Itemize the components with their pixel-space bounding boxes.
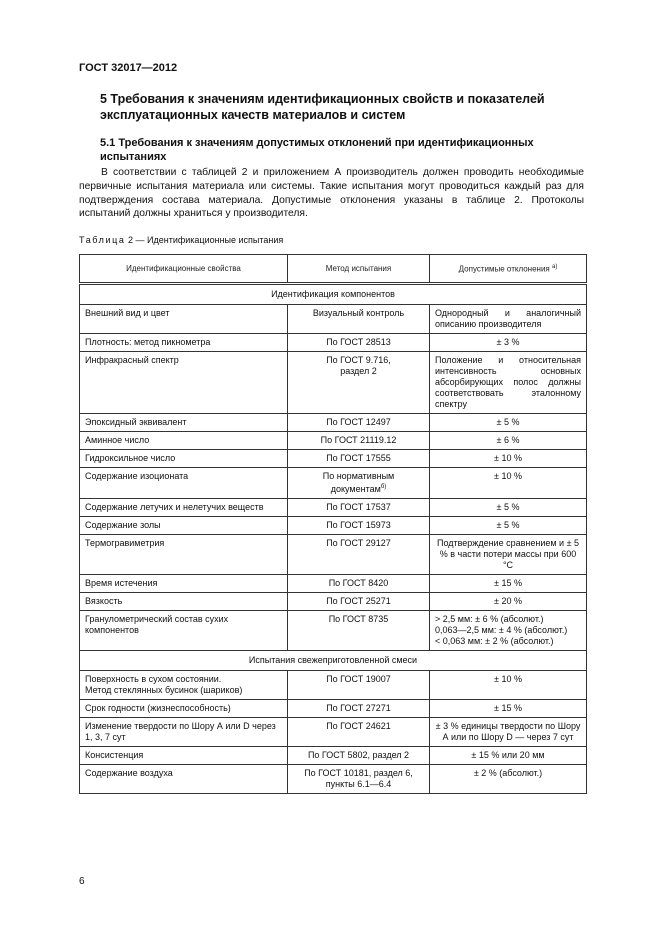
table-row xyxy=(80,432,587,450)
cell-deviation: Подтверждение сравнением и ± 5 % в части потери массы при 600 °С xyxy=(430,535,587,575)
cell-method: По ГОСТ 8735 xyxy=(288,611,430,651)
cell-method: По ГОСТ 12497 xyxy=(288,414,430,432)
cell-property: Внешний вид и цвет xyxy=(80,305,288,334)
cell-deviation: ± 2 % (абсолют.) xyxy=(430,765,587,794)
cell-method: По ГОСТ 5802, раздел 2 xyxy=(288,747,430,765)
section-row xyxy=(80,284,587,305)
section-row-label: Испытания свежеприготовленной смеси xyxy=(80,651,587,671)
cell-deviation: ± 3 % единицы твердости по Шору А или по Шору D — через 7 сут xyxy=(430,718,587,747)
cell-deviation: ± 15 % xyxy=(430,700,587,718)
cell-method: По ГОСТ 19007 xyxy=(288,671,430,700)
cell-property: Время истечения xyxy=(80,575,288,593)
header-deviation-label: Допустимые отклонения xyxy=(458,264,550,274)
cell-property: Гранулометрический состав сухих компонентов xyxy=(80,611,288,651)
cell-method: По ГОСТ 21119.12 xyxy=(288,432,430,450)
table-row xyxy=(80,414,587,432)
table-row xyxy=(80,535,587,575)
cell-method: По ГОСТ 8420 xyxy=(288,575,430,593)
cell-property: Консистенция xyxy=(80,747,288,765)
table-row xyxy=(80,305,587,334)
document-code: ГОСТ 32017—2012 xyxy=(79,62,178,74)
cell-deviation: > 2,5 мм: ± 6 % (абсолют.) 0,063—2,5 мм: ± 4 % (абсолют.) < 0,063 мм: ± 2 % (абсолют.) xyxy=(430,611,587,651)
header-method: Метод испытания xyxy=(288,255,430,284)
table-caption-prefix: Таблица xyxy=(79,235,126,245)
table-row xyxy=(80,593,587,611)
table-row xyxy=(80,468,587,499)
cell-method: Визуальный контроль xyxy=(288,305,430,334)
cell-method: По ГОСТ 17537 xyxy=(288,499,430,517)
table-row xyxy=(80,611,587,651)
cell-method: По ГОСТ 17555 xyxy=(288,450,430,468)
identification-tests-table xyxy=(79,254,587,794)
cell-property: Содержание воздуха xyxy=(80,765,288,794)
section-heading: 5 Требования к значениям идентификационных свойств и показателей эксплуатационных качеств материалов и систем xyxy=(100,92,545,122)
table-row xyxy=(80,450,587,468)
cell-deviation: ± 10 % xyxy=(430,468,587,499)
table-row xyxy=(80,352,587,414)
section-row-label: Идентификация компонентов xyxy=(80,284,587,305)
cell-deviation: ± 15 % или 20 мм xyxy=(430,747,587,765)
cell-deviation: ± 5 % xyxy=(430,517,587,535)
cell-deviation: ± 10 % xyxy=(430,450,587,468)
table-row xyxy=(80,747,587,765)
cell-property: Содержание золы xyxy=(80,517,288,535)
cell-property: Изменение твердости по Шору А или D через 1, 3, 7 сут xyxy=(80,718,288,747)
cell-deviation: ± 5 % xyxy=(430,499,587,517)
cell-deviation: Положение и относительная интенсивность основных абсорбирующих полос должны соответствовать эталонному спектру xyxy=(430,352,587,414)
section-row xyxy=(80,651,587,671)
cell-method: По ГОСТ 27271 xyxy=(288,700,430,718)
table-caption xyxy=(79,235,283,245)
table-row xyxy=(80,718,587,747)
cell-method xyxy=(288,468,430,499)
cell-method-text: По нормативным документам xyxy=(322,471,395,494)
header-deviation xyxy=(430,255,587,284)
table-row xyxy=(80,671,587,700)
cell-method: По ГОСТ 9.716, раздел 2 xyxy=(288,352,430,414)
cell-property: Содержание летучих и нелетучих веществ xyxy=(80,499,288,517)
header-note-mark: а) xyxy=(551,264,558,271)
table-caption-text: 2 — Идентификационные испытания xyxy=(125,235,284,245)
cell-method: По ГОСТ 25271 xyxy=(288,593,430,611)
cell-property: Инфракрасный спектр xyxy=(80,352,288,414)
cell-property: Плотность: метод пикнометра xyxy=(80,334,288,352)
table-row xyxy=(80,700,587,718)
cell-deviation: ± 20 % xyxy=(430,593,587,611)
table-row xyxy=(80,334,587,352)
cell-property: Гидроксильное число xyxy=(80,450,288,468)
cell-deviation: ± 5 % xyxy=(430,414,587,432)
footnote-mark: б) xyxy=(380,484,387,490)
cell-method: По ГОСТ 10181, раздел 6, пункты 6.1—6.4 xyxy=(288,765,430,794)
table-row xyxy=(80,575,587,593)
table-row xyxy=(80,765,587,794)
table-row xyxy=(80,517,587,535)
cell-deviation: Однородный и аналогичный описанию производителя xyxy=(430,305,587,334)
cell-property: Срок годности (жизнеспособность) xyxy=(80,700,288,718)
cell-property: Эпоксидный эквивалент xyxy=(80,414,288,432)
subsection-heading: 5.1 Требования к значениям допустимых отклонений при идентификационных испытаниях xyxy=(100,137,534,163)
cell-property: Термогравиметрия xyxy=(80,535,288,575)
cell-property: Вязкость xyxy=(80,593,288,611)
cell-deviation: ± 6 % xyxy=(430,432,587,450)
header-property: Идентификационные свойства xyxy=(80,255,288,284)
cell-deviation: ± 15 % xyxy=(430,575,587,593)
cell-method: По ГОСТ 28513 xyxy=(288,334,430,352)
cell-property: Поверхность в сухом состоянии. Метод стеклянных бусинок (шариков) xyxy=(80,671,288,700)
cell-method: По ГОСТ 15973 xyxy=(288,517,430,535)
cell-method: По ГОСТ 29127 xyxy=(288,535,430,575)
cell-deviation: ± 10 % xyxy=(430,671,587,700)
cell-property: Аминное число xyxy=(80,432,288,450)
table-row xyxy=(80,499,587,517)
cell-property: Содержание изоционата xyxy=(80,468,288,499)
cell-deviation: ± 3 % xyxy=(430,334,587,352)
page-number: 6 xyxy=(79,876,85,887)
table-header-row xyxy=(80,255,587,284)
cell-method: По ГОСТ 24621 xyxy=(288,718,430,747)
body-paragraph: В соответствии с таблицей 2 и приложением А производитель должен проводить необходимые первичные испытания материала или системы. Такие испытания могут проводиться каждый раз для подтверждения состава материала. Допустимые отклонения указаны в таблице 2. Протоколы испытаний должны храниться у производителя. xyxy=(79,167,584,220)
